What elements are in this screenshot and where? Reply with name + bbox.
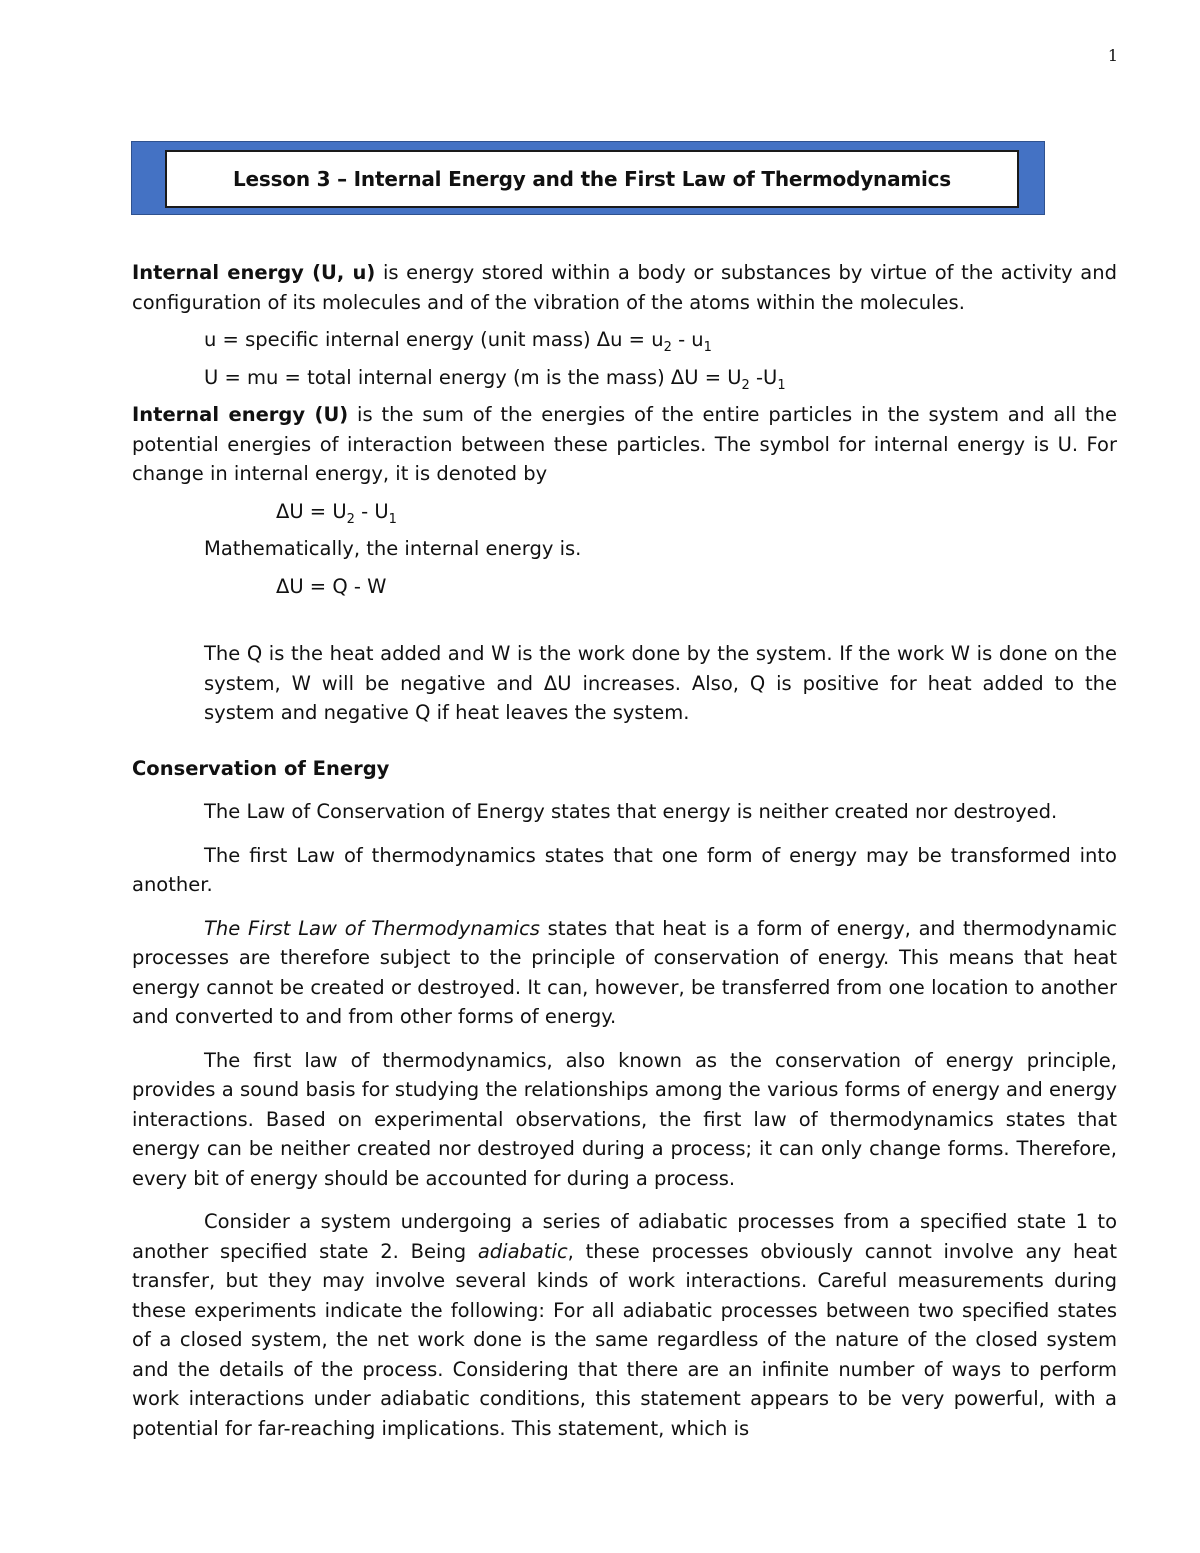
paragraph-adiabatic — [132, 1207, 1117, 1443]
formula-text: U = mu = total internal energy (m is the mass) ΔU = U — [204, 365, 742, 389]
explanation-paragraph: The Q is the heat added and W is the work done by the system. If the work W is done on the system, W will be negative and ΔU increases. Also, Q is positive for heat added to the system and negative Q if heat leaves the system. — [204, 642, 1117, 724]
italic-term: The First Law of Thermodynamics — [204, 916, 540, 940]
paragraph-text: states that heat is a form of energy, and thermodynamic processes are therefore subject to the principle of conservation of energy. This means that heat energy cannot be created or destroyed. It can, however, be transferred from one location to another and converted to and from other forms of energy. — [132, 916, 1117, 1028]
subscript: 1 — [388, 511, 397, 527]
subscript: 2 — [741, 377, 750, 393]
italic-term: adiabatic — [477, 1239, 568, 1263]
equation-text: - U — [354, 499, 389, 523]
paragraph-text: , these processes obviously cannot involve any heat transfer, but they may involve several kinds of work interactions. Careful measurements during these experiments indicate the following: For all adiabatic processes between two specified states of a closed system, the net work done is the same regardless of the nature of the closed system and the details of the process. Considering that there are an infinite number of ways to perform work interactions under adiabatic conditions, this statement appears to be very powerful, with a potential for far-reaching implications. This statement, which is — [132, 1239, 1117, 1440]
paragraph-text: Consider a system undergoing a series of adiabatic processes from a specified state 1 to another specified state 2. Being — [132, 1210, 1117, 1263]
formula-line-specific — [132, 325, 1117, 355]
formula-text: - u — [671, 328, 704, 351]
equation-text: ΔU = U — [276, 499, 347, 523]
formula-text: -U — [749, 365, 778, 389]
equation-delta-u — [132, 497, 1117, 527]
paragraph-conservation-principle: The first law of thermodynamics, also known as the conservation of energy principle, provides a sound basis for studying the relationships among the various forms of energy and energy interactions. Based on experimental observations, the first law of thermodynamics states that energy can be neither created nor destroyed during a process; it can only change forms. Therefore, every bit of energy should be accounted for during a process. — [132, 1048, 1117, 1190]
equation-first-law: ΔU = Q - W — [276, 574, 387, 598]
section-heading: Conservation of Energy — [132, 756, 390, 780]
title-banner — [131, 141, 1045, 215]
definition-term: Internal energy (U) — [132, 403, 349, 426]
document-body — [132, 258, 1117, 1443]
subscript: 1 — [777, 377, 786, 393]
lesson-title: Lesson 3 – Internal Energy and the First Law of Thermodynamics — [165, 150, 1019, 208]
paragraph-transform: The first Law of thermodynamics states that one form of energy may be transformed into another. — [132, 843, 1117, 896]
paragraph-conservation-law: The Law of Conservation of Energy states that energy is neither created nor destroyed. — [204, 800, 1058, 823]
intro-text: is energy stored within a body or substances by virtue of the activity and configuration of its molecules and of the vibration of the atoms within the molecules. — [132, 261, 1117, 314]
formula-text: u = specific internal energy (unit mass) Δu = u — [204, 328, 664, 351]
formula-line-total — [132, 363, 1117, 393]
intro-paragraph — [132, 258, 1117, 317]
definition-text: is the sum of the energies of the entire particles in the system and all the potential energies of interaction between these particles. The symbol for internal energy is U. For change in internal energy, it is denoted by — [132, 403, 1117, 485]
page-number: 1 — [1107, 46, 1118, 65]
subscript: 1 — [703, 339, 712, 355]
definition-paragraph — [132, 400, 1117, 489]
math-label: Mathematically, the internal energy is. — [204, 537, 582, 560]
subscript: 2 — [346, 511, 355, 527]
paragraph-first-law-heat — [132, 914, 1117, 1032]
subscript: 2 — [663, 339, 672, 355]
intro-term: Internal energy (U, u) — [132, 261, 376, 284]
